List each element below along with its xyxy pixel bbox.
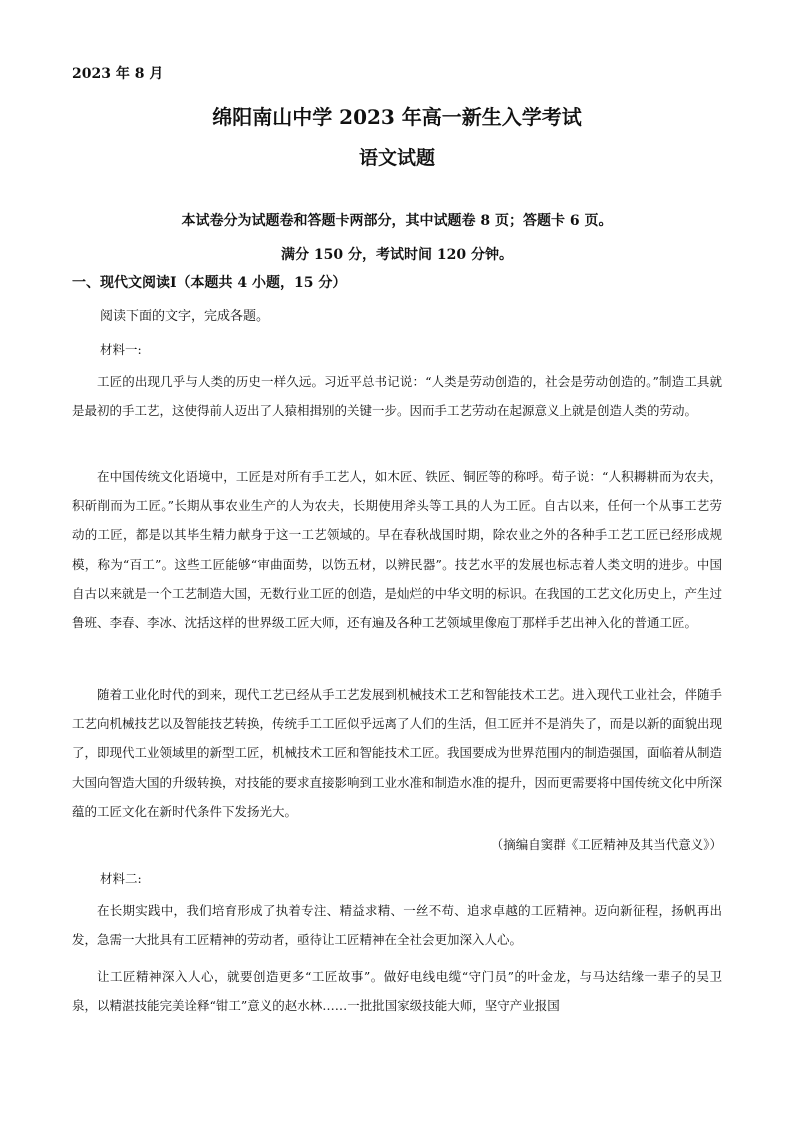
exam-subtitle: 语文试题 bbox=[358, 147, 435, 169]
material-one-label: 材料一: bbox=[100, 342, 142, 357]
exam-note-score-time: 满分 150 分，考试时间 120 分钟。 bbox=[281, 247, 513, 263]
material-two-label: 材料二: bbox=[100, 871, 142, 886]
material-one-paragraph-2: 在中国传统文化语境中，工匠是对所有手工艺人，如木匠、铁匠、铜匠等的称呼。荀子说：“人积耨耕而为农夫，积斫削而为工匠。”长期从事农业生产的人为农夫，长期使用斧头等工具的人为工匠。自古以来，任何一个从事工艺劳动的工匠，都是以其毕生精力献身于这一工艺领域的。早在春秋战国时期，除农业之外的各种手工艺工匠已经形成规模，称为“百工”。这些工匠能够“审曲面势，以饬五材，以辨民器”。技艺水平的发展也标志着人类文明的进步。中国自古以来就是一个工艺制造大国，无数行业工匠的创造，是灿烂的中华文明的标识。在我国的工艺文化历史上，产生过鲁班、李春、李冰、沈括这样的世界级工匠大师，还有遍及各种工艺领域里像庖丁那样手艺出神入化的普通工匠。 bbox=[72, 469, 723, 631]
material-one-source: （摘编自窦群《工匠精神及其当代意义》） bbox=[490, 837, 722, 852]
section-instruction: 阅读下面的文字，完成各题。 bbox=[100, 309, 270, 324]
material-two-paragraph-2: 让工匠精神深入人心，就要创造更多“工匠故事”。做好电线电缆“守门员”的叶金龙，与马达结缘一辈子的吴卫泉，以精湛技能完美诠释“钳工”意义的赵水林……一批批国家级技能大师，坚守产业报国 bbox=[72, 969, 722, 1014]
exam-date: 2023 年 8 月 bbox=[72, 66, 164, 82]
exam-title: 绵阳南山中学 2023 年高一新生入学考试 bbox=[212, 105, 582, 129]
section-heading: 一、现代文阅读Ⅰ（本题共 4 小题，15 分） bbox=[72, 275, 347, 291]
material-one-paragraph-3: 随着工业化时代的到来，现代工艺已经从手工艺发展到机械技术工艺和智能技术工艺。进入现代工业社会，伴随手工艺向机械技艺以及智能技艺转换，传统手工工匠似乎远离了人们的生活，但工匠并不是消失了，而是以新的面貌出现了，即现代工业领域里的新型工匠，机械技术工匠和智能技术工匠。我国要成为世界范围内的制造强国，面临着从制造大国向智造大国的升级转换，对技能的要求直接影响到工业水准和制造水准的提升，因而更需要将中国传统文化中所深蕴的工匠文化在新时代条件下发扬光大。 bbox=[72, 687, 723, 819]
material-two-paragraph-1: 在长期实践中，我们培育形成了执着专注、精益求精、一丝不苟、追求卓越的工匠精神。迈向新征程，扬帆再出发，急需一大批具有工匠精神的劳动者，亟待让工匠精神在全社会更加深入人心。 bbox=[72, 903, 722, 948]
material-one-paragraph-1: 工匠的出现几乎与人类的历史一样久远。习近平总书记说：“人类是劳动创造的，社会是劳动创造的。”制造工具就是最初的手工艺，这使得前人迈出了人猿相揖别的关键一步。因而手工艺劳动在起源意义上就是创造人类的劳动。 bbox=[72, 374, 722, 419]
exam-note-pages: 本试卷分为试题卷和答题卡两部分，其中试题卷 8 页；答题卡 6 页。 bbox=[181, 213, 613, 229]
